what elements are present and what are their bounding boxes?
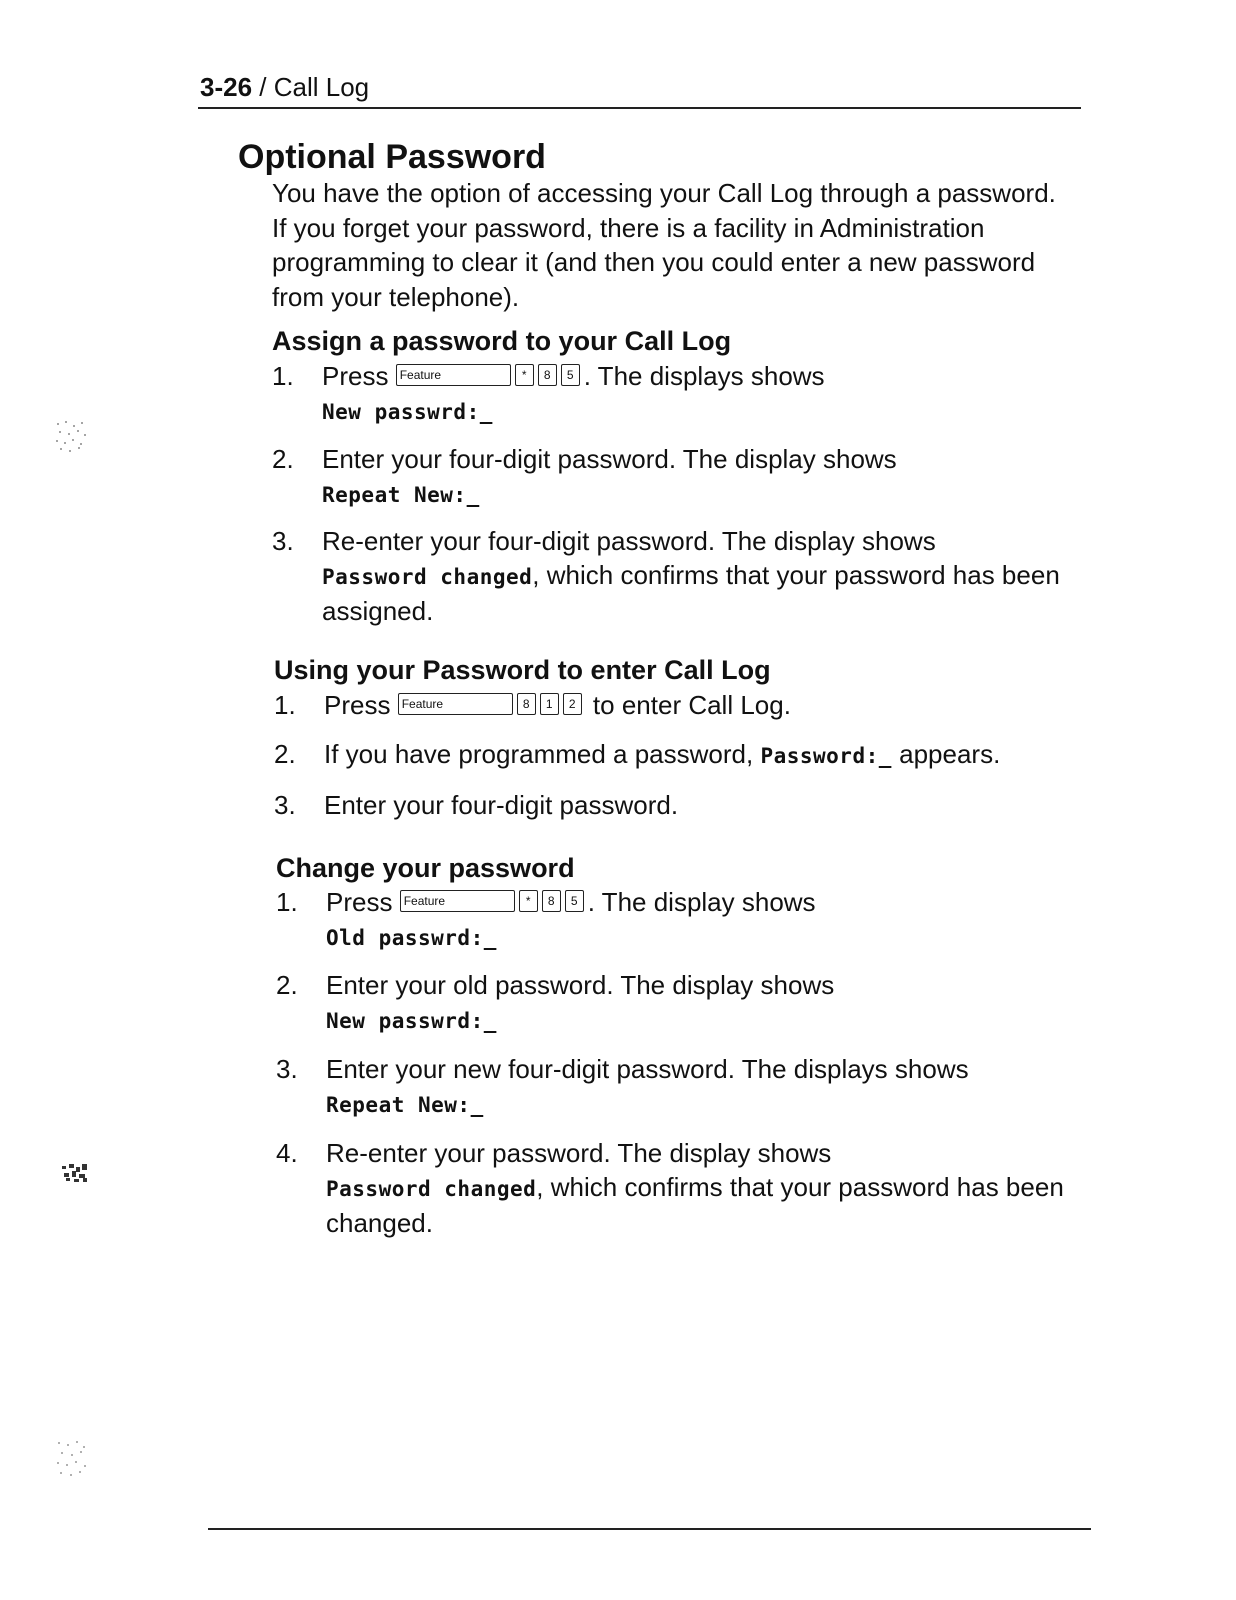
- feature-key: Feature: [396, 364, 511, 386]
- page-number: 3-26: [200, 72, 253, 102]
- step-text-after: , which confirms that your password has been assigned.: [322, 560, 1060, 626]
- step-number: 3.: [274, 790, 296, 820]
- step-text-after: . The display shows: [587, 887, 816, 917]
- step-number: 2.: [274, 739, 296, 769]
- display-readout: Password:_: [760, 744, 892, 768]
- running-header: [200, 72, 369, 103]
- footer-rule: [208, 1528, 1091, 1530]
- key-8: 8: [538, 364, 557, 386]
- step-number: 2.: [276, 970, 298, 1000]
- section-heading-change: Change your password: [276, 853, 575, 883]
- display-readout: Password changed: [326, 1177, 537, 1201]
- scan-speckle-artifact: [60, 1162, 90, 1184]
- display-readout: Old passwrd:_: [326, 926, 497, 950]
- feature-key: Feature: [398, 693, 513, 715]
- step-text-after: appears.: [891, 739, 1001, 769]
- display-readout: New passwrd:_: [326, 1009, 497, 1033]
- key-8: 8: [517, 693, 536, 715]
- step-press-text: Press: [326, 887, 393, 917]
- star-key: *: [515, 364, 534, 386]
- step-press-text: Press: [324, 690, 391, 720]
- step-text: Re-enter your four-digit password. The display shows: [322, 526, 936, 556]
- display-readout: Password changed: [322, 565, 533, 589]
- section-heading-assign: Assign a password to your Call Log: [272, 326, 732, 356]
- step-number: 1.: [272, 361, 294, 391]
- star-key: *: [519, 890, 538, 912]
- step-text: Enter your new four-digit password. The displays shows: [326, 1054, 969, 1084]
- step-text-after: . The displays shows: [583, 361, 825, 391]
- display-readout: Repeat New:_: [326, 1093, 484, 1117]
- step-text: Re-enter your password. The display shows: [326, 1138, 832, 1168]
- key-2: 2: [563, 693, 582, 715]
- step-press-text: Press: [322, 361, 389, 391]
- key-5: 5: [561, 364, 580, 386]
- section-heading-using: Using your Password to enter Call Log: [274, 655, 771, 685]
- intro-paragraph: You have the option of accessing your Call Log through a password. If you forget your password, there is a facility in Administration programming to clear it (and then you could enter a new password from your telephone).: [272, 178, 1056, 312]
- scan-speckle-artifact: [54, 418, 88, 454]
- display-readout: Repeat New:_: [322, 483, 480, 507]
- step-number: 3.: [276, 1054, 298, 1084]
- step-text: If you have programmed a password,: [324, 739, 761, 769]
- step-number: 1.: [274, 690, 296, 720]
- feature-key: Feature: [400, 890, 515, 912]
- step-number: 4.: [276, 1138, 298, 1168]
- step-text: Enter your four-digit password.: [324, 790, 679, 820]
- step-text: Enter your four-digit password. The display shows: [322, 444, 897, 474]
- step-text-after: to enter Call Log.: [585, 690, 791, 720]
- step-text: Enter your old password. The display shows: [326, 970, 835, 1000]
- key-1: 1: [540, 693, 559, 715]
- scan-speckle-artifact: [54, 1438, 88, 1482]
- key-5: 5: [565, 890, 584, 912]
- header-separator: /: [252, 72, 274, 102]
- display-readout: New passwrd:_: [322, 400, 493, 424]
- key-8: 8: [542, 890, 561, 912]
- step-number: 2.: [272, 444, 294, 474]
- header-section: Call Log: [273, 72, 370, 102]
- step-number: 1.: [276, 887, 298, 917]
- step-text-after: , which confirms that your password has been changed.: [326, 1172, 1064, 1238]
- header-rule: [198, 107, 1081, 109]
- step-number: 3.: [272, 526, 294, 556]
- page-title: Optional Password: [238, 138, 546, 176]
